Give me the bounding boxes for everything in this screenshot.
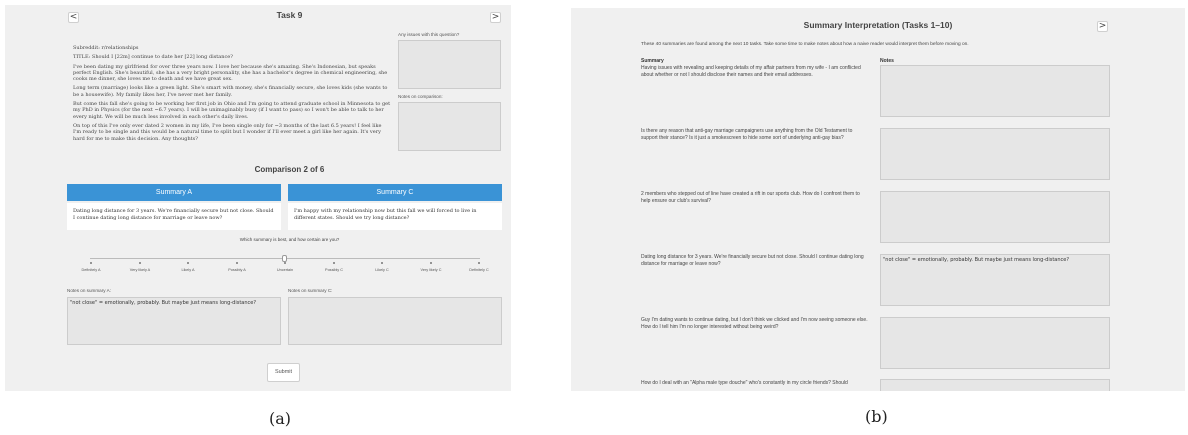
scale-label[interactable]: Possibly A	[228, 268, 246, 272]
post-paragraph: On top of this I've only ever dated 2 women in my life, I've been single only for ~3 months of the last 6.5 years! I feel like I'm ready to be single and this would be a natural time to split but I wonder if I'll ever meet a girl like her again. It's very hard for me to make this decision. Any thoughts?	[73, 122, 382, 142]
summary-row-text: Having issues with revealing and keeping details of my affair partners from my wife - I am conflicted about whether or not I should disclose their names and their email addresses.	[641, 65, 861, 78]
slider-tick	[187, 262, 189, 264]
scale-label[interactable]: Definitely A	[81, 268, 101, 272]
summary-column-header: Summary	[641, 58, 664, 64]
summary-row-text: How do I deal with an "Alpha male type douche" who's constantly in my circle friends? Should	[641, 380, 848, 386]
summary-c-header: Summary C	[288, 184, 502, 201]
panel-b-summary-interpretation	[571, 8, 1185, 391]
post-paragraph: I've been dating my girlfriend for over three years now. I love her because she's amazing. She's Indonesian, but speaks perfect English. She's beautiful, she has a very bright personality, she has a bachelor's degree in chemical engineering, she cooks me dinner, she loves me to death and we have great sex.	[73, 63, 388, 83]
comparison-title: Comparison 2 of 6	[254, 165, 325, 174]
notes-comparison-label: Notes on comparison:	[398, 94, 443, 99]
summary-notes-textarea[interactable]: "not close" = emotionally, probably. But maybe just means long-distance?	[880, 254, 1110, 306]
slider-handle[interactable]	[282, 255, 287, 262]
summary-notes-textarea[interactable]	[880, 191, 1110, 243]
slider-tick	[430, 262, 432, 264]
scale-label[interactable]: Definitely C	[469, 268, 489, 272]
rating-question: Which summary is best, and how certain are you?	[239, 237, 340, 242]
notes-a-textarea[interactable]: "not close" = emotionally, probably. But maybe just means long-distance?	[67, 297, 281, 345]
slider-tick	[284, 262, 286, 264]
slider-tick	[381, 262, 383, 264]
notes-c-label: Notes on summary C:	[288, 288, 333, 293]
post-title: TITLE: Should I [22m] continue to date her [22] long distance?	[73, 54, 233, 61]
caption-b: (b)	[865, 407, 888, 426]
panel-a-comparison-task	[5, 5, 511, 391]
slider-tick	[90, 262, 92, 264]
scale-label[interactable]: Very likely A	[129, 268, 151, 272]
slider-tick	[236, 262, 238, 264]
scale-label[interactable]: Uncertain	[276, 268, 294, 272]
issues-textarea[interactable]	[398, 40, 501, 89]
summary-row-text: Is there any reason that anti-gay marriage campaigners use anything from the Old Testament to support their stance? Is it just a smokescreen to hide some sort of underlying anti-gay bias?	[641, 128, 853, 141]
slider-tick	[478, 262, 480, 264]
issues-label: Any issues with this question?	[398, 32, 460, 37]
scale-label[interactable]: Very likely C	[420, 268, 442, 272]
summary-notes-textarea[interactable]	[880, 65, 1110, 117]
intro-text: These 40 summaries are found among the next 10 tasks. Take some time to make notes about how a naive reader would interpret them before moving on.	[641, 42, 969, 47]
interpretation-title: Summary Interpretation (Tasks 1–10)	[803, 20, 953, 30]
post-paragraph: Long term (marriage) looks like a green light. She's smart with money, she's financially secure, she loves kids (she wants to be a housewife). My family likes her, I've never met her family.	[73, 85, 388, 98]
summary-notes-textarea[interactable]	[880, 317, 1110, 369]
notes-c-textarea[interactable]	[288, 297, 502, 345]
summary-c-text: I'm happy with my relationship now but this fall we will forced to live in different states. Should we try long distance?	[288, 203, 502, 230]
slider-tick	[333, 262, 335, 264]
next-page-button[interactable]: >	[1098, 21, 1107, 31]
next-task-button[interactable]: >	[491, 12, 500, 22]
summary-notes-textarea[interactable]	[880, 379, 1110, 391]
post-text	[73, 45, 391, 145]
submit-button[interactable]: Submit	[267, 363, 300, 382]
post-paragraph: But come this fall she's going to be working her first job in Ohio and I'm going to attend graduate school in Minnesota to get my PhD in Physics (for the next ~6.7 years). I will be unimaginably busy (if I want to pass) so I won't be able to talk to her every night. We will be much less involved in each other's daily lives.	[73, 101, 391, 120]
notes-a-label: Notes on summary A:	[67, 288, 111, 293]
slider-tick	[139, 262, 141, 264]
task-title: Task 9	[276, 10, 303, 20]
summary-a-text: Dating long distance for 3 years. We're financially secure but not close. Should I continue dating long distance for marriage or leave now?	[67, 203, 281, 230]
scale-label[interactable]: Likely C	[375, 268, 389, 272]
scale-label[interactable]: Possibly C	[325, 268, 343, 272]
notes-column-header: Notes	[880, 58, 894, 64]
summary-row-text: Dating long distance for 3 years. We're financially secure but not close. Should I continue dating long distance for marriage or leave now?	[641, 254, 864, 267]
notes-comparison-textarea[interactable]	[398, 102, 501, 151]
summary-notes-textarea[interactable]	[880, 128, 1110, 180]
summary-a-header: Summary A	[67, 184, 281, 201]
summary-row-text: 2 members who stepped out of line have created a rift in our sports club. How do I confront them to help ensure our club's survival?	[641, 191, 860, 204]
prev-task-button[interactable]: <	[69, 12, 78, 22]
summary-row-text: Guy I'm dating wants to continue dating, but I don't think we clicked and I'm now seeing someone else. How do I tell him I'm no longer interested without being weird?	[641, 317, 868, 330]
scale-label[interactable]: Likely A	[181, 268, 195, 272]
caption-a: (a)	[269, 409, 292, 428]
post-subreddit: Subreddit: r/relationships	[73, 45, 139, 51]
